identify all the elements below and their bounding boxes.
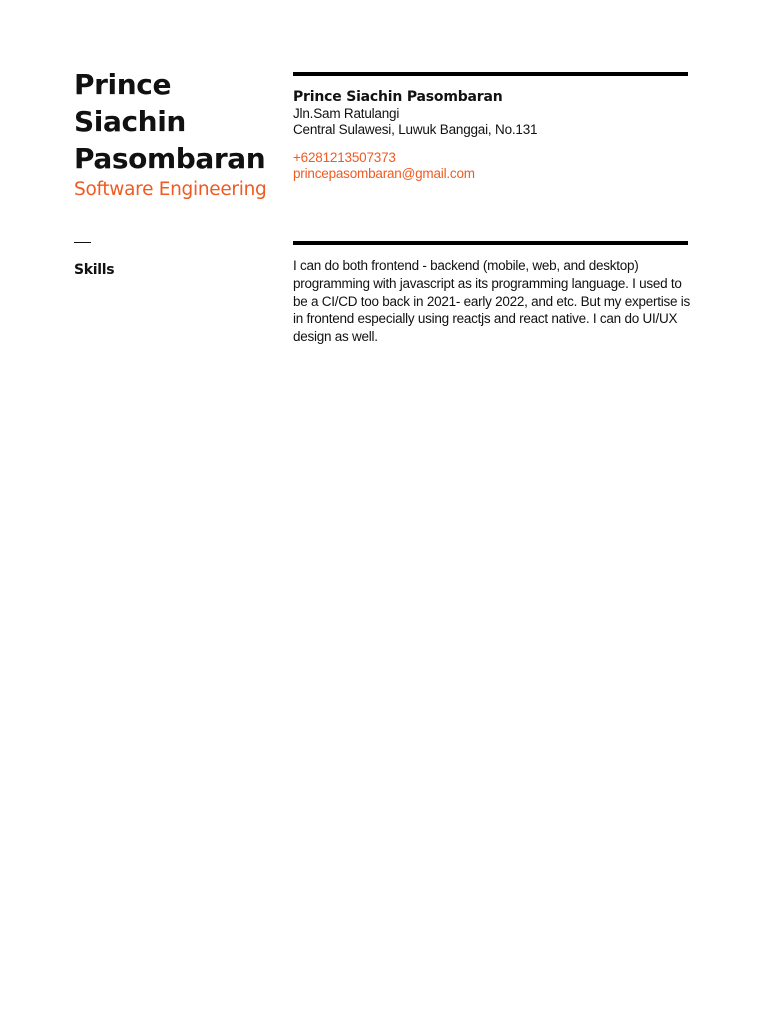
- skills-divider: [293, 241, 688, 245]
- contact-block: [293, 72, 688, 182]
- section-dash: [74, 242, 91, 243]
- email-address: princepasombaran@gmail.com: [293, 166, 475, 181]
- full-name-heading: Prince Siachin Pasombaran: [74, 68, 266, 175]
- address-line-1: Jln.Sam Ratulangi: [293, 106, 400, 121]
- resume-header: [74, 66, 289, 203]
- phone-number: +6281213507373: [293, 150, 396, 165]
- contact-divider: [293, 72, 688, 76]
- address-line-2: Central Sulawesi, Luwuk Banggai, No.131: [293, 122, 538, 137]
- skills-description: I can do both frontend - backend (mobile, web, and desktop) programming with javascript as its programming language. I used to be a CI/CD too back in 2021- early 2022, and etc. But my expertise is in frontend especially using reactjs and react native. I can do UI/UX design as well.: [293, 258, 690, 345]
- skills-heading: Skills: [74, 262, 115, 278]
- contact-name: Prince Siachin Pasombaran: [293, 89, 503, 105]
- job-title: Software Engineering: [74, 179, 267, 200]
